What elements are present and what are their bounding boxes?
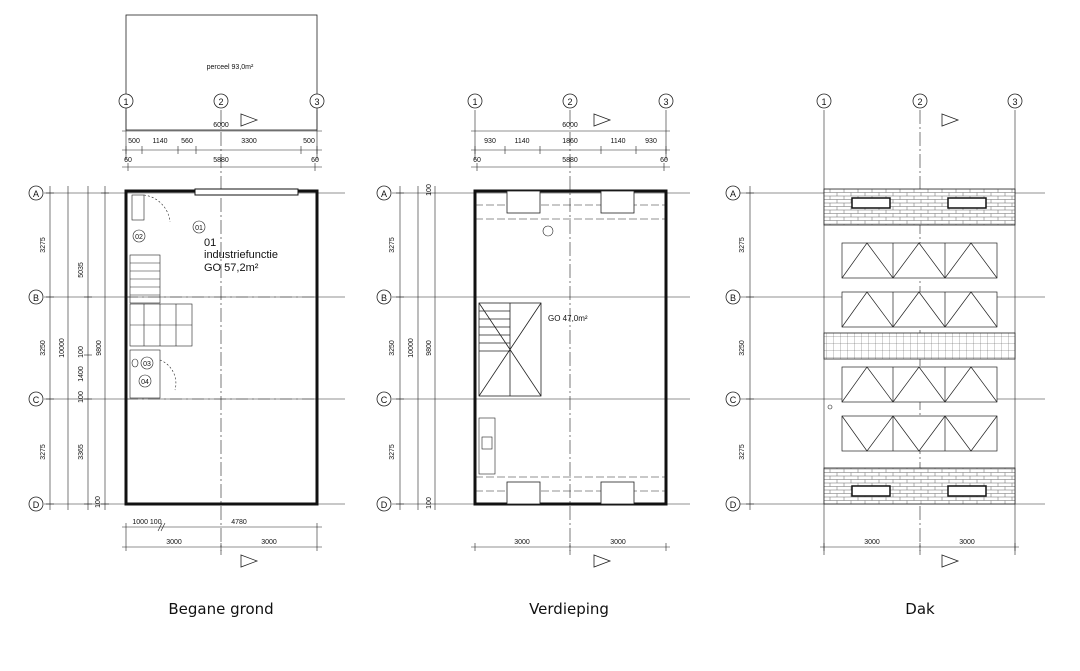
building-outline [126, 191, 317, 504]
top-dimensions [471, 131, 670, 171]
section-arrow-bottom [594, 555, 610, 567]
svg-text:B: B [380, 293, 388, 303]
plan-begane-grond [29, 15, 345, 567]
bottom-dimensions [820, 543, 1019, 551]
svg-text:60: 60 [124, 157, 132, 164]
svg-text:3275: 3275 [739, 444, 746, 460]
svg-text:3300: 3300 [241, 138, 257, 145]
svg-text:04: 04 [141, 379, 149, 386]
svg-text:9800: 9800 [96, 340, 103, 356]
svg-text:3365: 3365 [78, 444, 85, 460]
svg-text:1000 100: 1000 100 [132, 519, 162, 526]
plot-label: perceel 93,0m² [206, 64, 254, 71]
top-dimensions [122, 131, 322, 171]
room-label-01 [193, 221, 278, 274]
svg-text:3250: 3250 [389, 340, 396, 356]
column-marker-3 [310, 94, 324, 108]
svg-text:560: 560 [181, 138, 193, 145]
svg-text:500: 500 [303, 138, 315, 145]
svg-text:03: 03 [143, 361, 151, 368]
room-tag-03 [141, 357, 153, 369]
svg-text:A: A [380, 189, 388, 199]
svg-text:D: D [729, 500, 737, 510]
area-label: GO 47,0m² [548, 314, 588, 323]
caption-dak: Dak [905, 600, 935, 618]
kitchenette [479, 418, 495, 474]
left-dimensions [746, 186, 754, 510]
plan-dak [726, 94, 1045, 567]
building-outline [475, 191, 666, 504]
row-marker-b [726, 290, 740, 304]
lockers [130, 304, 192, 398]
row-marker-b [29, 290, 43, 304]
row-marker-c [726, 392, 740, 406]
svg-text:01: 01 [204, 237, 217, 249]
bottom-dimensions [471, 543, 670, 551]
svg-text:5035: 5035 [78, 262, 85, 278]
svg-text:3250: 3250 [40, 340, 47, 356]
svg-text:D: D [380, 500, 388, 510]
row-marker-a [29, 186, 43, 200]
row-marker-d [29, 497, 43, 511]
svg-text:10000: 10000 [59, 338, 66, 358]
row-marker-b [377, 290, 391, 304]
svg-text:C: C [729, 395, 737, 405]
column-marker-2 [563, 94, 577, 108]
svg-text:9800: 9800 [426, 340, 433, 356]
section-arrow-top [594, 114, 610, 126]
section-arrow-top [241, 114, 257, 126]
row-marker-c [377, 392, 391, 406]
section-arrow-top [942, 114, 958, 126]
column-marker-2 [913, 94, 927, 108]
bottom-dimensions [122, 523, 322, 551]
svg-text:100: 100 [426, 184, 433, 196]
svg-text:5880: 5880 [213, 157, 229, 164]
svg-text:B: B [32, 293, 40, 303]
svg-text:3275: 3275 [389, 444, 396, 460]
svg-text:60: 60 [473, 157, 481, 164]
svg-text:100: 100 [78, 391, 85, 403]
room-tag-02 [133, 230, 145, 242]
row-marker-c [29, 392, 43, 406]
row-marker-a [377, 186, 391, 200]
svg-text:B: B [729, 293, 737, 303]
svg-text:3275: 3275 [40, 444, 47, 460]
svg-text:2: 2 [917, 97, 923, 107]
svg-text:3250: 3250 [739, 340, 746, 356]
svg-text:3275: 3275 [739, 237, 746, 253]
svg-text:C: C [32, 395, 40, 405]
svg-text:2: 2 [218, 97, 224, 107]
svg-text:10000: 10000 [408, 338, 415, 358]
row-marker-a [726, 186, 740, 200]
svg-text:500: 500 [128, 138, 140, 145]
svg-text:3275: 3275 [40, 237, 47, 253]
svg-text:3000: 3000 [610, 539, 626, 546]
plan-verdieping [377, 94, 690, 567]
svg-text:100: 100 [95, 496, 102, 508]
svg-text:1140: 1140 [610, 138, 626, 145]
svg-text:industriefunctie: industriefunctie [204, 249, 278, 261]
grid-lines-vertical [126, 110, 317, 555]
svg-text:02: 02 [135, 234, 143, 241]
column-marker-1 [468, 94, 482, 108]
skylights [507, 191, 634, 504]
svg-text:A: A [729, 189, 737, 199]
svg-text:60: 60 [660, 157, 668, 164]
svg-text:A: A [32, 189, 40, 199]
column-marker-3 [1008, 94, 1022, 108]
column-marker-3 [659, 94, 673, 108]
column-marker-1 [817, 94, 831, 108]
svg-text:D: D [32, 500, 40, 510]
stair-void [479, 303, 541, 396]
svg-text:3: 3 [314, 97, 320, 107]
svg-text:GO 57,2m²: GO 57,2m² [204, 262, 259, 274]
svg-text:100: 100 [426, 497, 433, 509]
svg-text:1: 1 [472, 97, 478, 107]
caption-verdieping: Verdieping [529, 600, 609, 618]
svg-text:1400: 1400 [78, 366, 85, 382]
svg-text:C: C [380, 395, 388, 405]
grid-lines-horizontal [44, 193, 345, 504]
plot-outline [126, 15, 320, 130]
svg-text:3000: 3000 [261, 539, 277, 546]
svg-text:1140: 1140 [152, 138, 168, 145]
svg-text:6000: 6000 [213, 122, 229, 129]
stair [130, 255, 160, 303]
row-marker-d [726, 497, 740, 511]
svg-text:3000: 3000 [864, 539, 880, 546]
svg-text:4780: 4780 [231, 519, 247, 526]
svg-text:3: 3 [1012, 97, 1018, 107]
svg-text:3000: 3000 [959, 539, 975, 546]
svg-text:100: 100 [78, 346, 85, 358]
svg-text:5880: 5880 [562, 157, 578, 164]
section-arrow-bottom [241, 555, 257, 567]
svg-text:3275: 3275 [389, 237, 396, 253]
svg-text:1860: 1860 [562, 138, 578, 145]
column-marker-1 [119, 94, 133, 108]
toilet [132, 195, 176, 390]
svg-text:1140: 1140 [514, 138, 530, 145]
caption-begane-grond: Begane grond [168, 600, 274, 618]
svg-text:3000: 3000 [166, 539, 182, 546]
svg-text:3: 3 [663, 97, 669, 107]
svg-text:930: 930 [645, 138, 657, 145]
svg-text:6000: 6000 [562, 122, 578, 129]
room-tag-04 [139, 375, 151, 387]
svg-text:1: 1 [821, 97, 827, 107]
section-arrow-bottom [942, 555, 958, 567]
svg-text:3000: 3000 [514, 539, 530, 546]
svg-text:930: 930 [484, 138, 496, 145]
svg-text:01: 01 [195, 225, 203, 232]
svg-text:2: 2 [567, 97, 573, 107]
svg-text:60: 60 [311, 157, 319, 164]
row-marker-d [377, 497, 391, 511]
column-marker-2 [214, 94, 228, 108]
window-front [195, 189, 298, 195]
roof-grating [824, 333, 1015, 359]
svg-text:1: 1 [123, 97, 129, 107]
